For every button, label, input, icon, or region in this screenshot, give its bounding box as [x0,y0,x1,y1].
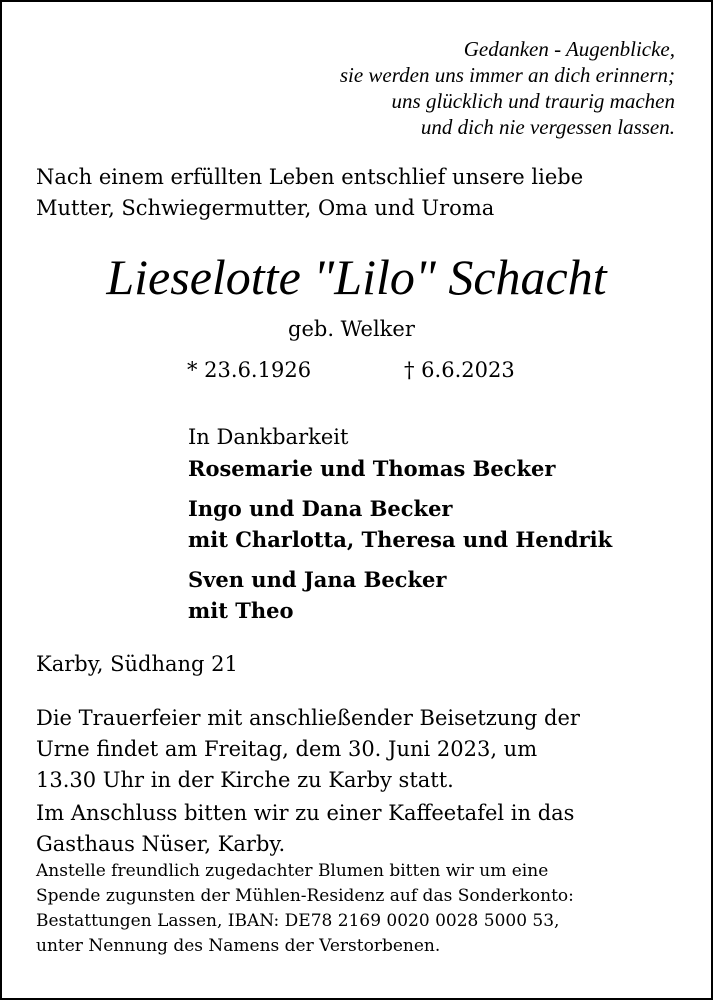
mourner-group [188,493,612,555]
ceremony-line: 13.30 Uhr in der Kirche zu Karby statt. [36,768,454,792]
reception-line: Gasthaus Nüser, Karby. [36,832,286,856]
ceremony-line: Urne findet am Freitag, dem 30. Juni 2023, um [36,737,538,761]
poem-line: sie werden uns immer an dich erinnern; [339,63,675,87]
donation-info [36,859,574,959]
intro-line: Nach einem erfüllten Leben entschlief unsere liebe [36,165,584,189]
birth-date: * 23.6.1926 [187,358,312,382]
intro-line: Mutter, Schwiegermutter, Oma und Uroma [36,196,495,220]
deceased-name: Lieselotte "Lilo" Schacht [106,249,607,305]
mourner-line: Sven und Jana Becker [188,567,447,592]
death-date: † 6.6.2023 [404,358,515,382]
mourner-group [188,564,612,626]
mourners [188,422,612,626]
maiden-name: geb. Welker [288,317,415,341]
ceremony-line: Die Trauerfeier mit anschließender Beisetzung der [36,706,580,730]
address: Karby, Südhang 21 [36,652,238,676]
mourner-group [188,453,612,484]
poem-line: uns glücklich und traurig machen [391,89,675,113]
donation-line: Anstelle freundlich zugedachter Blumen bitten wir um eine [36,861,549,881]
donation-line: unter Nennung des Namens der Verstorbenen. [36,936,441,956]
mourner-line: Rosemarie und Thomas Becker [188,456,556,481]
donation-line: Bestattungen Lassen, IBAN: DE78 2169 0020 0028 5000 53, [36,911,560,931]
donation-line: Spende zugunsten der Mühlen-Residenz auf das Sonderkonto: [36,886,574,906]
mourner-line: mit Theo [188,598,294,623]
reception-line: Im Anschluss bitten wir zu einer Kaffeetafel in das [36,801,575,825]
reception-info [36,798,574,860]
mourner-line: mit Charlotta, Theresa und Hendrik [188,527,613,552]
mourner-line: Ingo und Dana Becker [188,496,453,521]
thanks-label: In Dankbarkeit [188,425,349,449]
poem [340,36,675,140]
poem-line: Gedanken - Augenblicke, [463,37,675,61]
poem-line: und dich nie vergessen lassen. [420,115,675,139]
intro-text [36,162,583,224]
funeral-ceremony-info [36,703,580,796]
